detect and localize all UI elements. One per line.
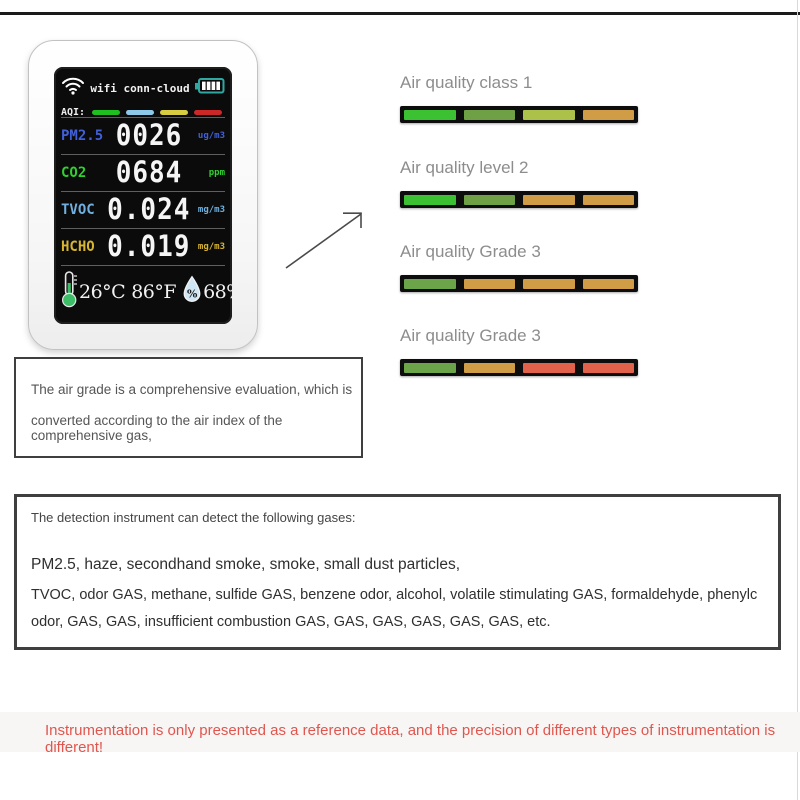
quality-group-2 <box>400 157 638 208</box>
reading-unit: ppm <box>208 168 225 178</box>
quality-segment <box>464 110 516 120</box>
reading-value: 0.024 <box>107 193 191 227</box>
quality-bar <box>400 359 638 376</box>
quality-segment <box>464 279 516 289</box>
quality-label: Air quality level 2 <box>400 158 529 177</box>
quality-bar <box>400 191 638 208</box>
quality-group-1 <box>400 72 638 123</box>
reading-unit: ug/m3 <box>197 131 225 141</box>
quality-segment <box>583 195 635 205</box>
aqi-segment-red <box>194 110 222 115</box>
quality-segment <box>523 363 575 373</box>
quality-label: Air quality class 1 <box>400 73 533 92</box>
detection-line-3: odor, GAS, GAS, insufficient combustion GAS, GAS, GAS, GAS, GAS, GAS, etc. <box>31 614 551 630</box>
reading-value: 0684 <box>115 156 183 190</box>
quality-group-3 <box>400 241 638 292</box>
quality-segment <box>583 279 635 289</box>
quality-segment <box>464 363 516 373</box>
quality-label: Air quality Grade 3 <box>400 326 541 345</box>
top-divider-line <box>0 12 800 15</box>
detection-line-2: TVOC, odor GAS, methane, sulfide GAS, benzene odor, alcohol, volatile stimulating GAS, formaldehyde, phenylc <box>31 587 758 603</box>
reading-value: 0.019 <box>107 230 191 264</box>
wifi-status-label: wifi conn-cloud <box>90 81 190 95</box>
detection-heading: The detection instrument can detect the following gases: <box>31 510 356 525</box>
percent-glyph: % <box>187 287 198 301</box>
reading-label: CO2 <box>61 165 87 181</box>
quality-bar <box>400 106 638 123</box>
screen-status-bar <box>61 76 225 100</box>
reading-label: PM2.5 <box>61 128 104 144</box>
reading-row-co2 <box>61 154 225 191</box>
note-line-1: The air grade is a comprehensive evaluation, which is <box>31 382 353 397</box>
annotation-arrow <box>282 205 368 282</box>
reading-label: TVOC <box>61 202 95 218</box>
reading-unit: mg/m3 <box>197 205 225 215</box>
reading-value: 0026 <box>115 119 183 153</box>
quality-segment <box>404 110 456 120</box>
humidity-value: 68% <box>203 280 244 303</box>
quality-segment <box>523 279 575 289</box>
reading-row-pm25 <box>61 117 225 154</box>
reading-unit: mg/m3 <box>197 242 225 252</box>
quality-segment <box>404 195 456 205</box>
note-box <box>14 357 363 458</box>
quality-segment <box>404 279 456 289</box>
battery-icon <box>195 78 225 99</box>
quality-segment <box>464 195 516 205</box>
right-edge-line <box>797 0 798 800</box>
aqi-bar <box>61 107 225 117</box>
reading-label: HCHO <box>61 239 95 255</box>
thermometer-icon <box>61 270 78 313</box>
temperature-celsius: 26°C <box>79 280 126 303</box>
aqi-segment-blue <box>126 110 154 115</box>
quality-segment <box>583 363 635 373</box>
quality-segment <box>523 110 575 120</box>
humidity-drop-icon <box>182 275 202 309</box>
aqi-label: AQI: <box>61 106 86 118</box>
quality-segment <box>404 363 456 373</box>
quality-segment <box>523 195 575 205</box>
disclaimer-text: Instrumentation is only presented as a reference data, and the precision of different types of instrumentation is different! <box>45 722 776 756</box>
aqi-segment-green <box>92 110 120 115</box>
detection-box <box>14 494 781 650</box>
aqi-segment-yellow <box>160 110 188 115</box>
detection-line-1: PM2.5, haze, secondhand smoke, smoke, small dust particles, <box>31 556 461 573</box>
note-line-2: converted according to the air index of the comprehensive gas, <box>31 413 283 443</box>
wifi-icon <box>61 76 85 100</box>
reading-row-tvoc <box>61 191 225 228</box>
screen-footer <box>61 265 244 317</box>
air-quality-monitor-device <box>28 40 258 350</box>
device-screen <box>54 67 244 324</box>
reading-row-hcho <box>61 228 225 265</box>
quality-group-4 <box>400 325 638 376</box>
quality-segment <box>583 110 635 120</box>
temperature-fahrenheit: 86°F <box>131 280 177 303</box>
quality-label: Air quality Grade 3 <box>400 242 541 261</box>
quality-bar <box>400 275 638 292</box>
